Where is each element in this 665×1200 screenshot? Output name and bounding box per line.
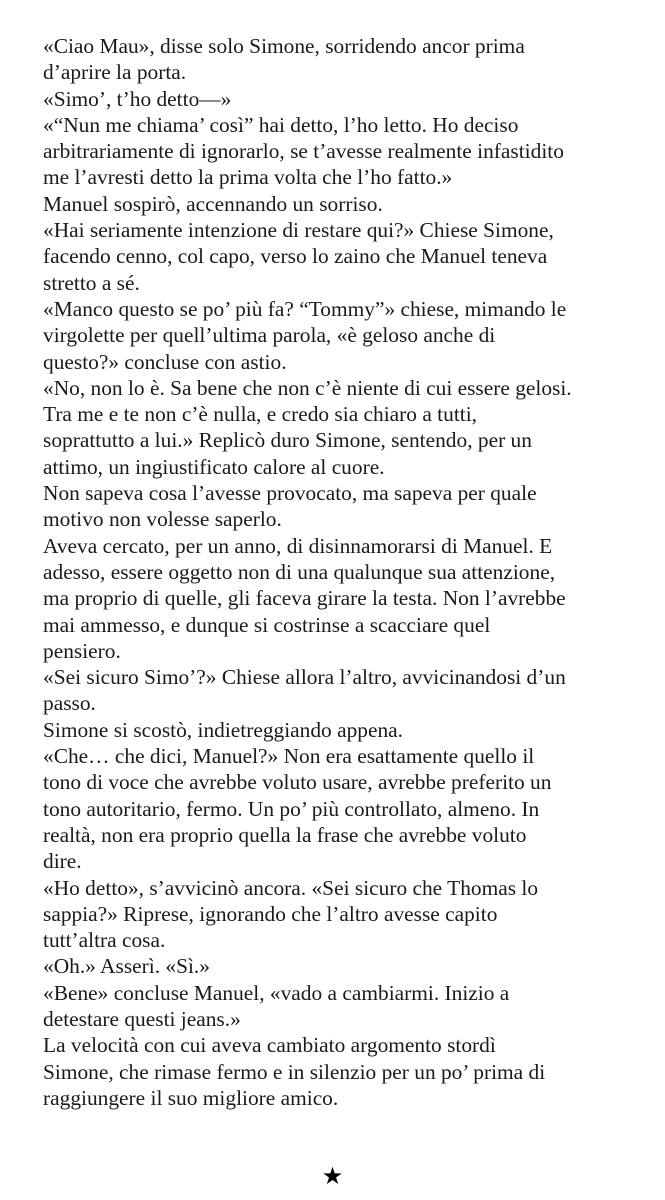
text-line: «Ciao Mau», disse solo Simone, sorridendo ancor prima	[43, 34, 525, 58]
text-line: tono di voce che avrebbe voluto usare, avrebbe preferito un	[43, 770, 552, 795]
text-line: questo?» concluse con astio.	[43, 349, 287, 374]
text-line: Simone si scostò, indietreggiando appena.	[43, 717, 404, 742]
text-line: passo.	[43, 691, 96, 716]
text-line: «Manco questo se po’ più fa? “Tommy”» chiese, mimando le	[43, 296, 567, 321]
text-line: «Hai seriamente intenzione di restare qui?» Chiese Simone,	[43, 218, 554, 243]
text-line: arbitrariamente di ignorarlo, se t’avesse realmente infastidito	[43, 139, 564, 164]
text-line: raggiungere il suo migliore amico.	[43, 1085, 339, 1110]
text-line: attimo, un ingiustificato calore al cuore.	[43, 454, 385, 479]
text-line: adesso, essere oggetto non di una qualunque sua attenzione,	[43, 559, 556, 584]
text-line: Manuel sospirò, accennando un sorriso.	[43, 191, 383, 216]
text-line: motivo non volesse saperlo.	[43, 507, 282, 532]
text-line: ma proprio di quelle, gli faceva girare la testa. Non l’avrebbe	[43, 586, 566, 611]
text-line: «No, non lo è. Sa bene che non c’è niente di cui essere gelosi.	[43, 375, 572, 400]
text-line: tono autoritario, fermo. Un po’ più controllato, almeno. In	[43, 796, 540, 821]
text-line: Simone, che rimase fermo e in silenzio per un po’ prima di	[43, 1059, 546, 1084]
text-line: «Oh.» Asserì. «Sì.»	[43, 954, 210, 979]
text-line: mai ammesso, e dunque si costrinse a scacciare quel	[43, 612, 491, 637]
text-line: «Ho detto», s’avvicinò ancora. «Sei sicuro che Thomas lo	[43, 875, 539, 900]
text-line: Tra me e te non c’è nulla, e credo sia chiaro a tutti,	[43, 402, 477, 427]
text-line: pensiero.	[43, 638, 121, 663]
text-line: «“Nun me chiama’ così” hai detto, l’ho letto. Ho deciso	[43, 112, 519, 137]
text-line: sappia?» Riprese, ignorando che l’altro avesse capito	[43, 901, 498, 926]
text-line: «Simo’, t’ho detto—»	[43, 86, 232, 111]
story-text	[43, 33, 643, 1111]
text-line: d’aprire la porta.	[43, 60, 187, 85]
text-line: me l’avresti detto la prima volta che l’ho fatto.»	[43, 165, 453, 190]
text-line: «Bene» concluse Manuel, «vado a cambiarmi. Inizio a	[43, 980, 510, 1005]
text-line: «Sei sicuro Simo’?» Chiese allora l’altro, avvicinandosi d’un	[43, 665, 566, 690]
text-line: dire.	[43, 849, 82, 874]
text-line: facendo cenno, col capo, verso lo zaino che Manuel teneva	[43, 244, 548, 269]
text-line: detestare questi jeans.»	[43, 1006, 241, 1031]
text-line: soprattutto a lui.» Replicò duro Simone, sentendo, per un	[43, 428, 532, 453]
text-line: tutt’altra cosa.	[43, 928, 166, 953]
text-line: La velocità con cui aveva cambiato argomento stordì	[43, 1033, 496, 1058]
star-icon: ★	[321, 1162, 344, 1190]
text-line: realtà, non era proprio quella la frase che avrebbe voluto	[43, 822, 527, 847]
text-line: Aveva cercato, per un anno, di disinnamorarsi di Manuel. E	[43, 533, 553, 558]
text-line: virgolette per quell’ultima parola, «è geloso anche di	[43, 323, 496, 348]
text-line: «Che… che dici, Manuel?» Non era esattamente quello il	[43, 744, 535, 769]
text-line: stretto a sé.	[43, 270, 140, 295]
text-line: Non sapeva cosa l’avesse provocato, ma sapeva per quale	[43, 481, 537, 506]
